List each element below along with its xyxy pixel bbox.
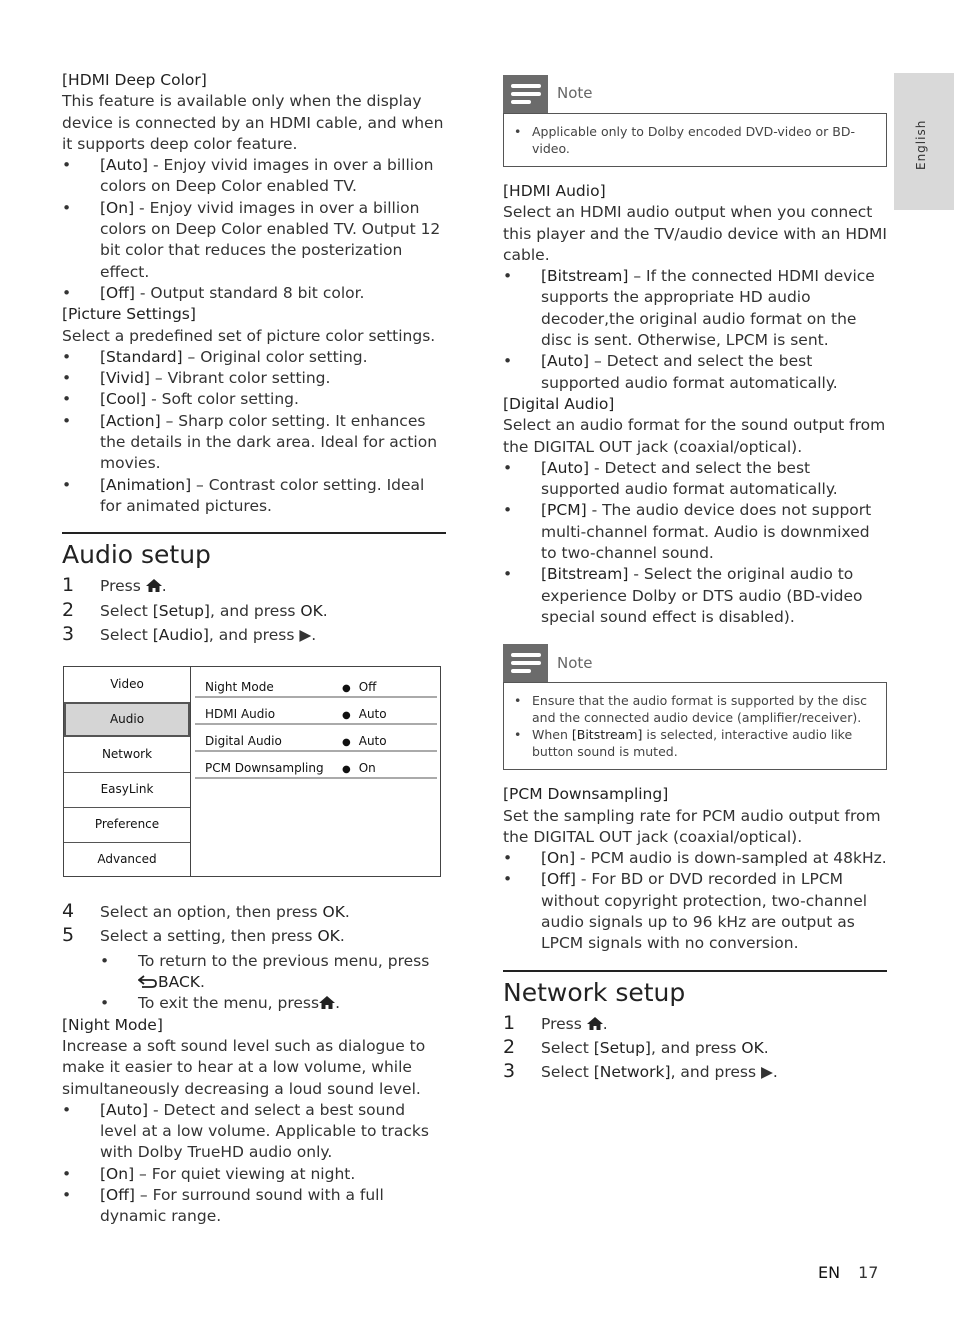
menu-row-pcm-downsampling[interactable]: PCM Downsampling ● On	[195, 752, 437, 779]
tab-advanced[interactable]: Advanced	[97, 851, 157, 866]
list-item: • [PCM] - The audio device does not support multi-channel format. Audio is downmixed to two-channel sound.	[503, 500, 887, 564]
menu-tabs	[64, 667, 191, 876]
list-item: • [Vivid] – Vibrant color setting.	[62, 368, 446, 389]
note-header	[503, 644, 887, 682]
note-icon	[503, 75, 548, 113]
digital-audio-heading: [Digital Audio]	[503, 394, 615, 413]
night-mode-heading: [Night Mode]	[62, 1015, 163, 1034]
list-item: • [On] - PCM audio is down-sampled at 48kHz.	[503, 848, 887, 869]
note-content	[503, 113, 887, 167]
note-title: Note	[557, 84, 593, 103]
digital-audio-desc: Select an audio format for the sound output from the DIGITAL OUT jack (coaxial/optical).	[503, 416, 886, 456]
right-column	[503, 75, 887, 1087]
list-item: • [Off] - Output standard 8 bit color.	[62, 283, 446, 304]
home-icon	[319, 996, 335, 1009]
note-item: • When [Bitstream] is selected, interactive audio like button sound is muted.	[514, 726, 874, 760]
night-mode-desc: Increase a soft sound level such as dialogue to make it easier to hear at a low volume, while simultaneously decreasing a loud sound level.	[62, 1036, 426, 1098]
note-item: • Ensure that the audio format is supported by the disc and the connected audio device (amplifier/receiver).	[514, 692, 874, 726]
language-label: English	[914, 119, 928, 170]
step: 3 Select [Network], and press ▶.	[503, 1060, 778, 1083]
audio-settings-menu	[63, 666, 441, 877]
note-content	[503, 682, 887, 770]
network-setup-title: Network setup	[503, 970, 887, 1008]
picture-settings-heading: [Picture Settings]	[62, 305, 196, 324]
left-column	[62, 70, 446, 1228]
page-footer	[818, 1263, 878, 1282]
list-item: • [Auto] - Detect and select the best supported audio format automatically.	[503, 458, 887, 501]
list-item: • [On] – For quiet viewing at night.	[62, 1164, 446, 1185]
tab-network[interactable]: Network	[64, 737, 190, 773]
step: 2 Select [Setup], and press OK.	[503, 1035, 769, 1058]
list-item: • [Off] – For surround sound with a full dynamic range.	[62, 1185, 446, 1228]
tab-preference[interactable]: Preference	[64, 807, 190, 843]
tab-audio[interactable]: Audio	[64, 702, 190, 737]
home-icon	[587, 1017, 603, 1030]
step: 3 Select [Audio], and press ▶.	[62, 622, 317, 645]
step: 5 Select a setting, then press OK.	[62, 924, 345, 947]
page-number: 17	[858, 1263, 879, 1282]
pcm-desc: Set the sampling rate for PCM audio output from the DIGITAL OUT jack (coaxial/optical).	[503, 806, 881, 846]
menu-row-digital-audio[interactable]: Digital Audio ● Auto	[195, 725, 437, 752]
pcm-heading: [PCM Downsampling]	[503, 785, 669, 804]
step: 1 Press .	[503, 1011, 608, 1034]
deep-color-heading: [HDMI Deep Color]	[62, 71, 207, 89]
hdmi-audio-heading: [HDMI Audio]	[503, 182, 606, 200]
step: 2 Select [Setup], and press OK.	[62, 598, 328, 621]
list-item: • To return to the previous menu, press BACK.	[62, 951, 446, 994]
step: 4 Select an option, then press OK.	[62, 900, 350, 923]
language-tab	[894, 73, 954, 210]
audio-setup-title: Audio setup	[62, 532, 446, 570]
menu-row-hdmi-audio[interactable]: HDMI Audio ● Auto	[195, 698, 437, 725]
list-item: • [Off] - For BD or DVD recorded in LPCM without copyright protection, two-channel audio signals up to 96 kHz are output as LPCM signals with no conversion.	[503, 869, 887, 954]
list-item: • [Animation] – Contrast color setting. Ideal for animated pictures.	[62, 475, 446, 518]
tab-easylink[interactable]: EasyLink	[64, 772, 190, 808]
list-item: • [Bitstream] - Select the original audio to experience Dolby or DTS audio (BD-video special sound effect is disabled).	[503, 564, 887, 628]
menu-rows	[195, 671, 437, 779]
deep-color-desc: This feature is available only when the display device is connected by an HDMI cable, and when it supports deep color feature.	[62, 92, 444, 153]
home-icon	[146, 579, 162, 592]
list-item: • [Auto] - Detect and select a best sound level at a low volume. Applicable to tracks with Dolby TrueHD audio only.	[62, 1100, 446, 1164]
list-item: • [On] - Enjoy vivid images in over a billion colors on Deep Color enabled TV. Output 12 bit color that reduces the posterization effect.	[62, 198, 446, 283]
footer-lang: EN	[818, 1263, 841, 1282]
list-item: • [Cool] - Soft color setting.	[62, 389, 446, 410]
list-item: • [Auto] – Detect and select the best supported audio format automatically.	[503, 351, 887, 394]
note-title: Note	[557, 653, 593, 672]
back-icon	[138, 975, 158, 988]
note-box	[503, 644, 887, 770]
step: 1 Press .	[62, 574, 167, 597]
list-item: • [Bitstream] – If the connected HDMI device supports the appropriate HD audio decoder,the original audio format on the disc is sent. Otherwise, LPCM is sent.	[503, 266, 887, 351]
note-item: • Applicable only to Dolby encoded DVD-video or BD-video.	[514, 123, 874, 157]
list-item: • [Auto] - Enjoy vivid images in over a billion colors on Deep Color enabled TV.	[62, 155, 446, 198]
menu-row-night-mode[interactable]: Night Mode ● Off	[195, 671, 437, 698]
list-item: • To exit the menu, press .	[62, 993, 446, 1014]
picture-settings-desc: Select a predefined set of picture color settings.	[62, 326, 436, 345]
list-item: • [Standard] – Original color setting.	[62, 347, 446, 368]
hdmi-audio-desc: Select an HDMI audio output when you connect this player and the TV/audio device with an HDMI cable.	[503, 203, 887, 264]
list-item: • [Action] – Sharp color setting. It enhances the details in the dark area. Ideal for action movies.	[62, 411, 446, 475]
note-header	[503, 75, 887, 113]
note-icon	[503, 644, 548, 682]
tab-video[interactable]: Video	[64, 667, 190, 703]
note-box	[503, 75, 887, 167]
